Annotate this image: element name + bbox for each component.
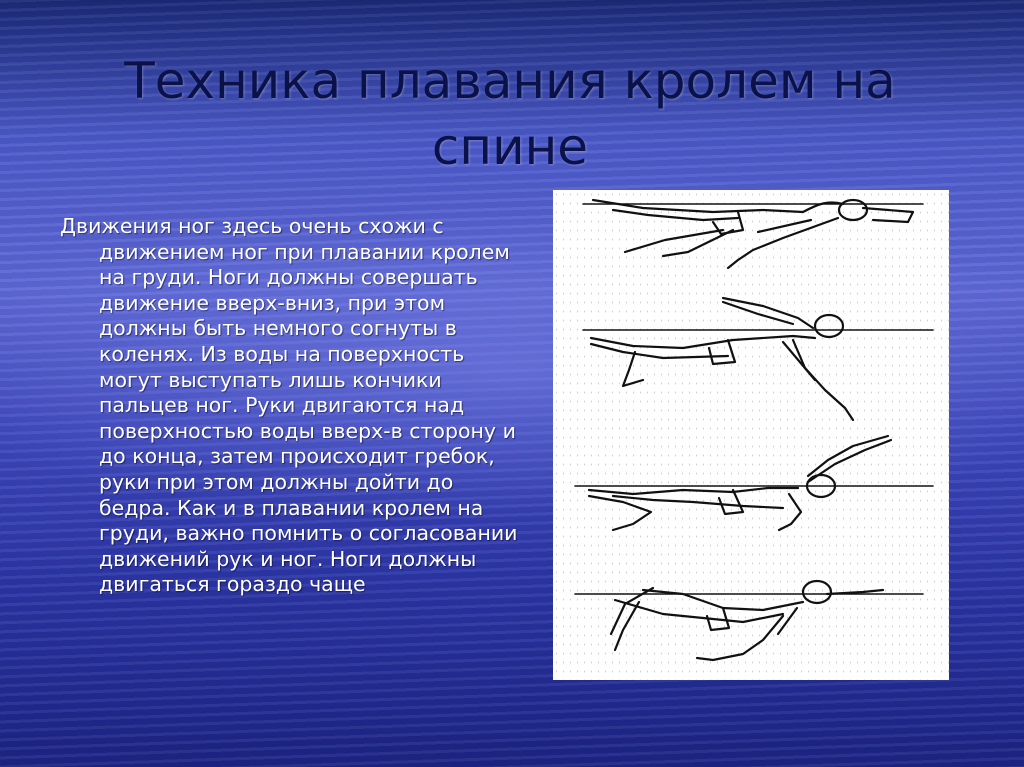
backstroke-illustration bbox=[553, 190, 949, 680]
slide-body-text: Движения ног здесь очень схожи с движением ног при плавании кролем на груди. Ноги должны совершать движение вверх-вниз, при этом должны быть немного согнуты в коленях. Из воды на поверхность могут выступать лишь кончики пальцев ног. Руки двигаются над поверхностью воды вверх-в сторону и до конца, затем происходит гребок, руки при этом должны дойти до бедра. Как и в плавании кролем на груди, важно помнить о согласовании движений рук и ног. Ноги должны двигаться гораздо чаще bbox=[60, 214, 518, 597]
swimmer-phase-1 bbox=[583, 200, 923, 268]
swimmer-phase-2 bbox=[583, 298, 933, 420]
swimmer-phase-3 bbox=[575, 436, 933, 530]
slide-title: Техника плавания кролем на спине bbox=[124, 52, 896, 176]
swimmer-phase-4 bbox=[575, 581, 923, 660]
